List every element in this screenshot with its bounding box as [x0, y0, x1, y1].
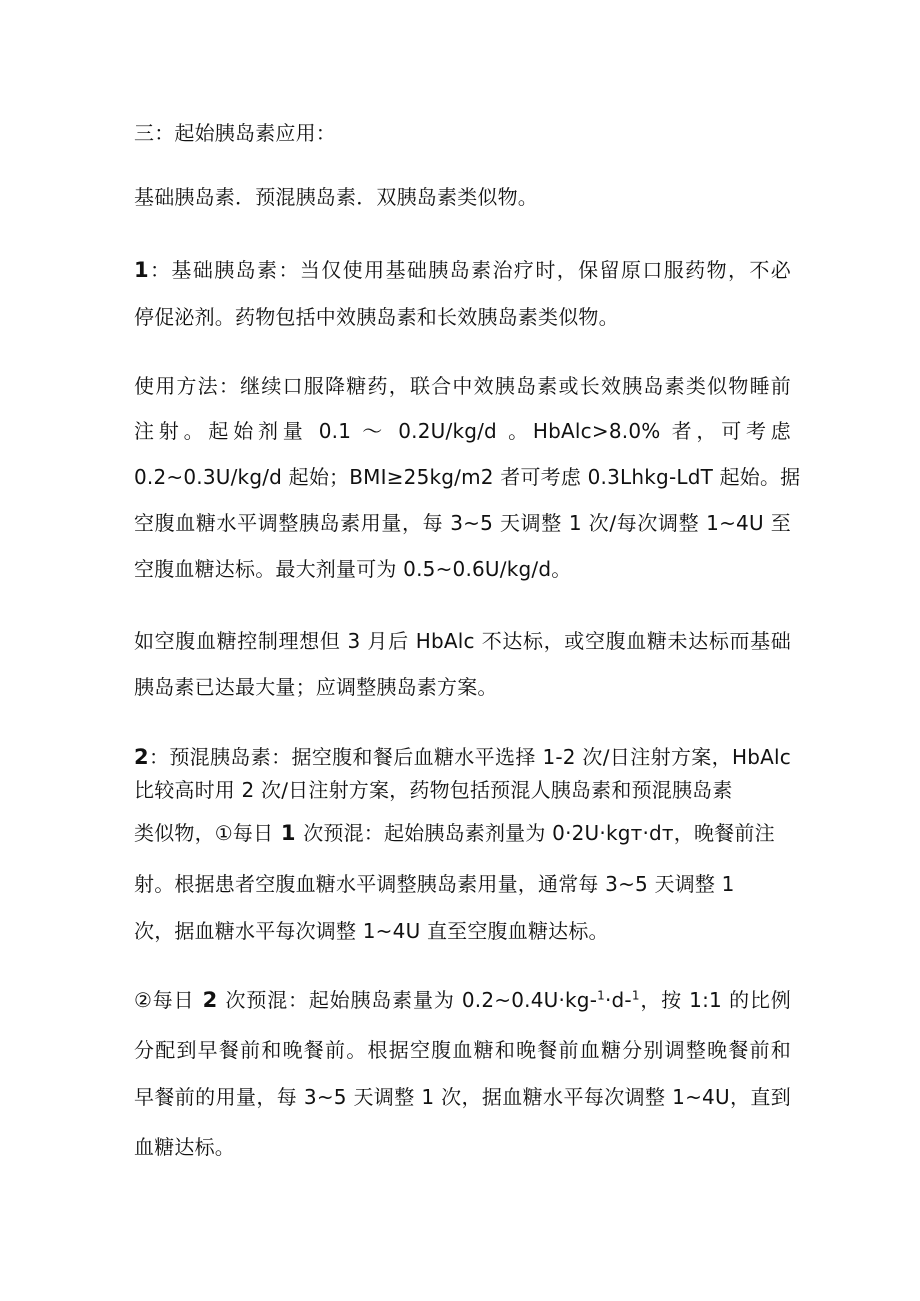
twice-text-1a: ②每日	[134, 988, 195, 1012]
twice-text-1b: 次预混：起始胰岛素量为 0.2~0.4U·kg-	[225, 988, 598, 1012]
premix-line-5: 次，据血糖水平每次调整 1~4U 直至空腹血糖达标。	[134, 919, 609, 943]
usage-line-4: 空腹血糖水平调整胰岛素用量，每 3~5 天调整 1 次∕每次调整 1~4U 至	[134, 511, 791, 535]
premix-text-1: ：预混胰岛素：据空腹和餐后血糖水平选择 1-2 次∕日注射方案，HbAlc	[148, 745, 791, 769]
basal-line-2: 停促泌剂。药物包括中效胰岛素和长效胰岛素类似物。	[134, 305, 619, 329]
usage-line-2: 注射。起始剂量 0.1 ～ 0.2U/kg/d 。HbAlc>8.0% 者，可考虑	[134, 419, 791, 443]
twice-line-1	[134, 986, 791, 1014]
premix-line-2: 比较高时用 2 次∕日注射方案，药物包括预混人胰岛素和预混胰岛素	[134, 778, 733, 802]
premix-line-3	[134, 819, 775, 847]
fasting-line-2: 胰岛素已达最大量；应调整胰岛素方案。	[134, 675, 498, 699]
twice-line-4: 血糖达标。	[134, 1135, 235, 1159]
insulin-types: 基础胰岛素．预混胰岛素．双胰岛素类似物。	[134, 185, 538, 209]
usage-line-1: 使用方法：继续口服降糖药，联合中效胰岛素或长效胰岛素类似物睡前	[134, 374, 791, 398]
usage-line-3: 0.2~0.3U/kg/d 起始；BMI≥25kg∕m2 者可考虑 0.3Lhkg-LdT 起始。据	[134, 465, 801, 489]
section-heading: 三：起始胰岛素应用：	[134, 121, 336, 145]
twice-superscript-2: 1	[631, 988, 640, 1003]
premix-text-3a: 类似物，①每日	[134, 821, 274, 845]
twice-line-3: 早餐前的用量，每 3~5 天调整 1 次，据血糖水平每次调整 1~4U，直到	[134, 1085, 791, 1109]
twice-line-2: 分配到早餐前和晚餐前。根据空腹血糖和晚餐前血糖分别调整晚餐前和	[134, 1038, 791, 1062]
fasting-line-1: 如空腹血糖控制理想但 3 月后 HbAlc 不达标，或空腹血糖未达标而基础	[134, 629, 791, 653]
twice-text-1d: ，按 1:1 的比例	[639, 988, 792, 1012]
usage-line-5: 空腹血糖达标。最大剂量可为 0.5~0.6U∕kg∕d。	[134, 557, 572, 581]
premix-line-4: 射。根据患者空腹血糖水平调整胰岛素用量，通常每 3~5 天调整 1	[134, 872, 735, 896]
premix-number: 2	[134, 745, 149, 769]
twice-text-1c: ·d-	[604, 988, 632, 1012]
basal-line-1	[134, 256, 791, 284]
premix-line-1	[134, 743, 791, 771]
premix-once-number: 1	[273, 821, 304, 845]
twice-number: 2	[194, 988, 226, 1012]
basal-number: 1	[134, 258, 149, 282]
basal-text-1: ：基础胰岛素：当仅使用基础胰岛素治疗时，保留原口服药物，不必	[148, 258, 791, 282]
twice-superscript-1: 1	[597, 988, 605, 1003]
premix-text-3b: 次预混：起始胰岛素剂量为 0·2U·kgт·dт，晚餐前注	[303, 821, 775, 845]
